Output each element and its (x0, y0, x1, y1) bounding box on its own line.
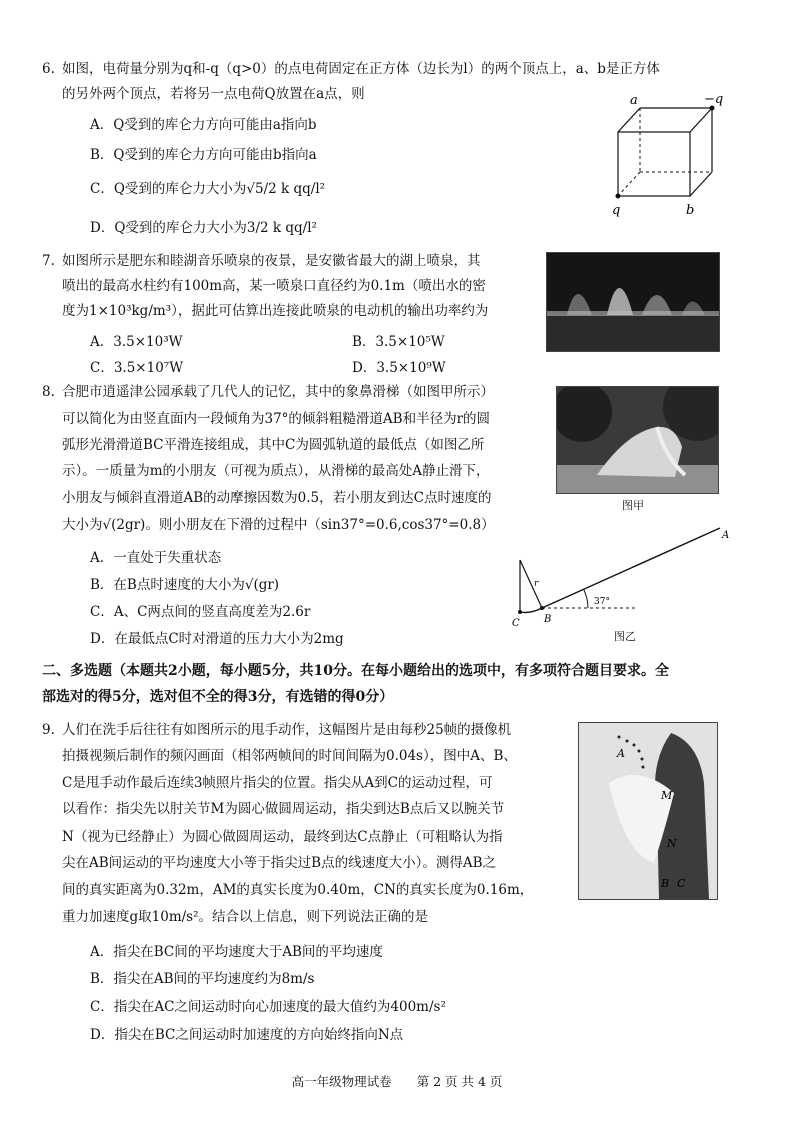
cube-label-a: a (630, 93, 638, 108)
q6-option-a[interactable]: A．Q受到的库仑力方向可能由a指向b (90, 117, 317, 133)
q9-option-a[interactable]: A．指尖在BC间的平均速度大于AB间的平均速度 (90, 944, 383, 960)
q9-line-6: 尖在AB间运动的平均速度大小等于指尖过B点的线速度大小）。测得AB之 (62, 855, 497, 871)
diagram-caption-yi: 图乙 (614, 630, 636, 643)
q7-option-a[interactable]: A．3.5×10³W (90, 334, 183, 350)
cube-label-minus-q: −q (704, 92, 724, 107)
q8-line-1: 合肥市逍遥津公园承载了几代人的记忆，其中的象鼻滑梯（如图甲所示） (62, 384, 494, 400)
q8-line-6: 大小为√(2gr)。则小朋友在下滑的过程中（sin37°=0.6,cos37°=0.8） (62, 517, 495, 533)
q9-option-b[interactable]: B．指尖在AB间的平均速度约为8m/s (90, 971, 315, 987)
fountain-image (547, 253, 719, 351)
photo-label-a: A (617, 747, 625, 760)
slide-track-diagram (508, 520, 738, 640)
track-label-b: B (544, 614, 552, 625)
q9-line-4: 以看作：指尖先以肘关节M为圆心做圆周运动，指尖到达B点后又以腕关节 (62, 801, 505, 817)
photo-label-c: C (677, 877, 686, 890)
q9-line-3: C是甩手动作最后连续3帧照片指尖的位置。指尖从A到C的运动过程，可 (62, 775, 493, 791)
photo-caption-jia: 图甲 (622, 499, 644, 512)
q9-number: 9. (42, 722, 55, 738)
hand-shake-photo (578, 722, 718, 900)
q8-option-b[interactable]: B．在B点时速度的大小为√(gr) (90, 577, 280, 593)
q8-line-2: 可以简化为由竖直面内一段倾角为37°的倾斜粗糙滑道AB和半径为r的圆 (62, 411, 491, 427)
fountain-photo (546, 252, 720, 352)
q8-number: 8. (42, 384, 55, 400)
cube-label-b: b (686, 203, 695, 218)
track-label-r: r (534, 579, 539, 589)
track-label-a: A (722, 530, 730, 541)
section-2-line-1: 二、多选题（本题共2小题，每小题5分，共10分。在每小题给出的选项中，有多项符合题目要求。全 (42, 663, 669, 679)
q7-option-b[interactable]: B．3.5×10⁵W (352, 334, 445, 350)
q6-line-2: 的另外两个顶点，若将另一点电荷Q放置在a点，则 (62, 86, 365, 102)
q6-number: 6. (42, 61, 55, 77)
q9-line-2: 拍摄视频后制作的频闪画面（相邻两帧间的时间间隔为0.04s），图中A、B、 (62, 748, 517, 764)
q7-line-3: 度为1×10³kg/m³），据此可估算出连接此喷泉的电动机的输出功率约为 (62, 303, 489, 319)
q7-option-c[interactable]: C．3.5×10⁷W (90, 360, 184, 376)
cube-label-q: q (612, 203, 621, 218)
q9-option-c[interactable]: C．指尖在AC之间运动时向心加速度的最大值约为400m/s² (90, 999, 446, 1015)
q8-option-d[interactable]: D．在最低点C时对滑道的压力大小为2mg (90, 631, 344, 647)
q8-line-4: 示）。一质量为m的小朋友（可视为质点），从滑梯的最高处A静止滑下， (62, 463, 490, 479)
track-label-c: C (512, 618, 520, 629)
q6-option-c[interactable]: C．Q受到的库仑力大小为√5/2 k qq/l² (90, 181, 326, 197)
photo-label-n: N (667, 837, 677, 850)
q9-line-5: N（视为已经静止）为圆心做圆周运动，最终到达C点静止（可粗略认为指 (62, 829, 503, 845)
q7-number: 7. (42, 253, 55, 269)
q8-option-c[interactable]: C．A、C两点间的竖直高度差为2.6r (90, 604, 311, 620)
q9-line-8: 重力加速度g取10m/s²。结合以上信息，则下列说法正确的是 (62, 909, 429, 925)
q7-option-d[interactable]: D．3.5×10⁹W (352, 360, 446, 376)
q6-line-1: 如图，电荷量分别为q和-q（q>0）的点电荷固定在正方体（边长为l）的两个顶点上，a、b是正方体 (62, 61, 660, 77)
q8-line-3: 弧形光滑滑道BC平滑连接组成，其中C为圆弧轨道的最低点（如图乙所 (62, 437, 485, 453)
page-footer: 高一年级物理试卷 第 2 页 共 4 页 (291, 1074, 503, 1089)
q6-option-d[interactable]: D．Q受到的库仑力大小为3/2 k qq/l² (90, 220, 317, 236)
photo-label-m: M (661, 789, 673, 802)
q6-option-b[interactable]: B．Q受到的库仑力方向可能由b指向a (90, 147, 317, 163)
hand-shake-image (579, 723, 717, 899)
q8-option-a[interactable]: A．一直处于失重状态 (90, 550, 222, 566)
q9-option-d[interactable]: D．指尖在BC之间运动时加速度的方向始终指向N点 (90, 1027, 404, 1043)
cube-diagram (600, 92, 730, 220)
q7-line-2: 喷出的最高水柱约有100m高，某一喷泉口直径约为0.1m（喷出水的密 (62, 278, 486, 294)
photo-label-b: B (661, 877, 670, 890)
q9-line-7: 间的真实距离为0.32m，AM的真实长度为0.40m，CN的真实长度为0.16m， (62, 882, 534, 898)
q7-line-1: 如图所示是肥东和睦湖音乐喷泉的夜景，是安徽省最大的湖上喷泉，其 (62, 253, 481, 269)
section-2-line-2: 部选对的得5分，选对但不全的得3分，有选错的得0分） (42, 689, 394, 705)
slide-image (557, 387, 718, 493)
slide-photo (556, 386, 719, 494)
q8-line-5: 小朋友与倾斜直滑道AB的动摩擦因数为0.5，若小朋友到达C点时速度的 (62, 490, 492, 506)
q9-line-1: 人们在洗手后往往有如图所示的甩手动作，这幅图片是由每秒25帧的摄像机 (62, 722, 512, 738)
track-label-angle: 37° (594, 597, 610, 607)
